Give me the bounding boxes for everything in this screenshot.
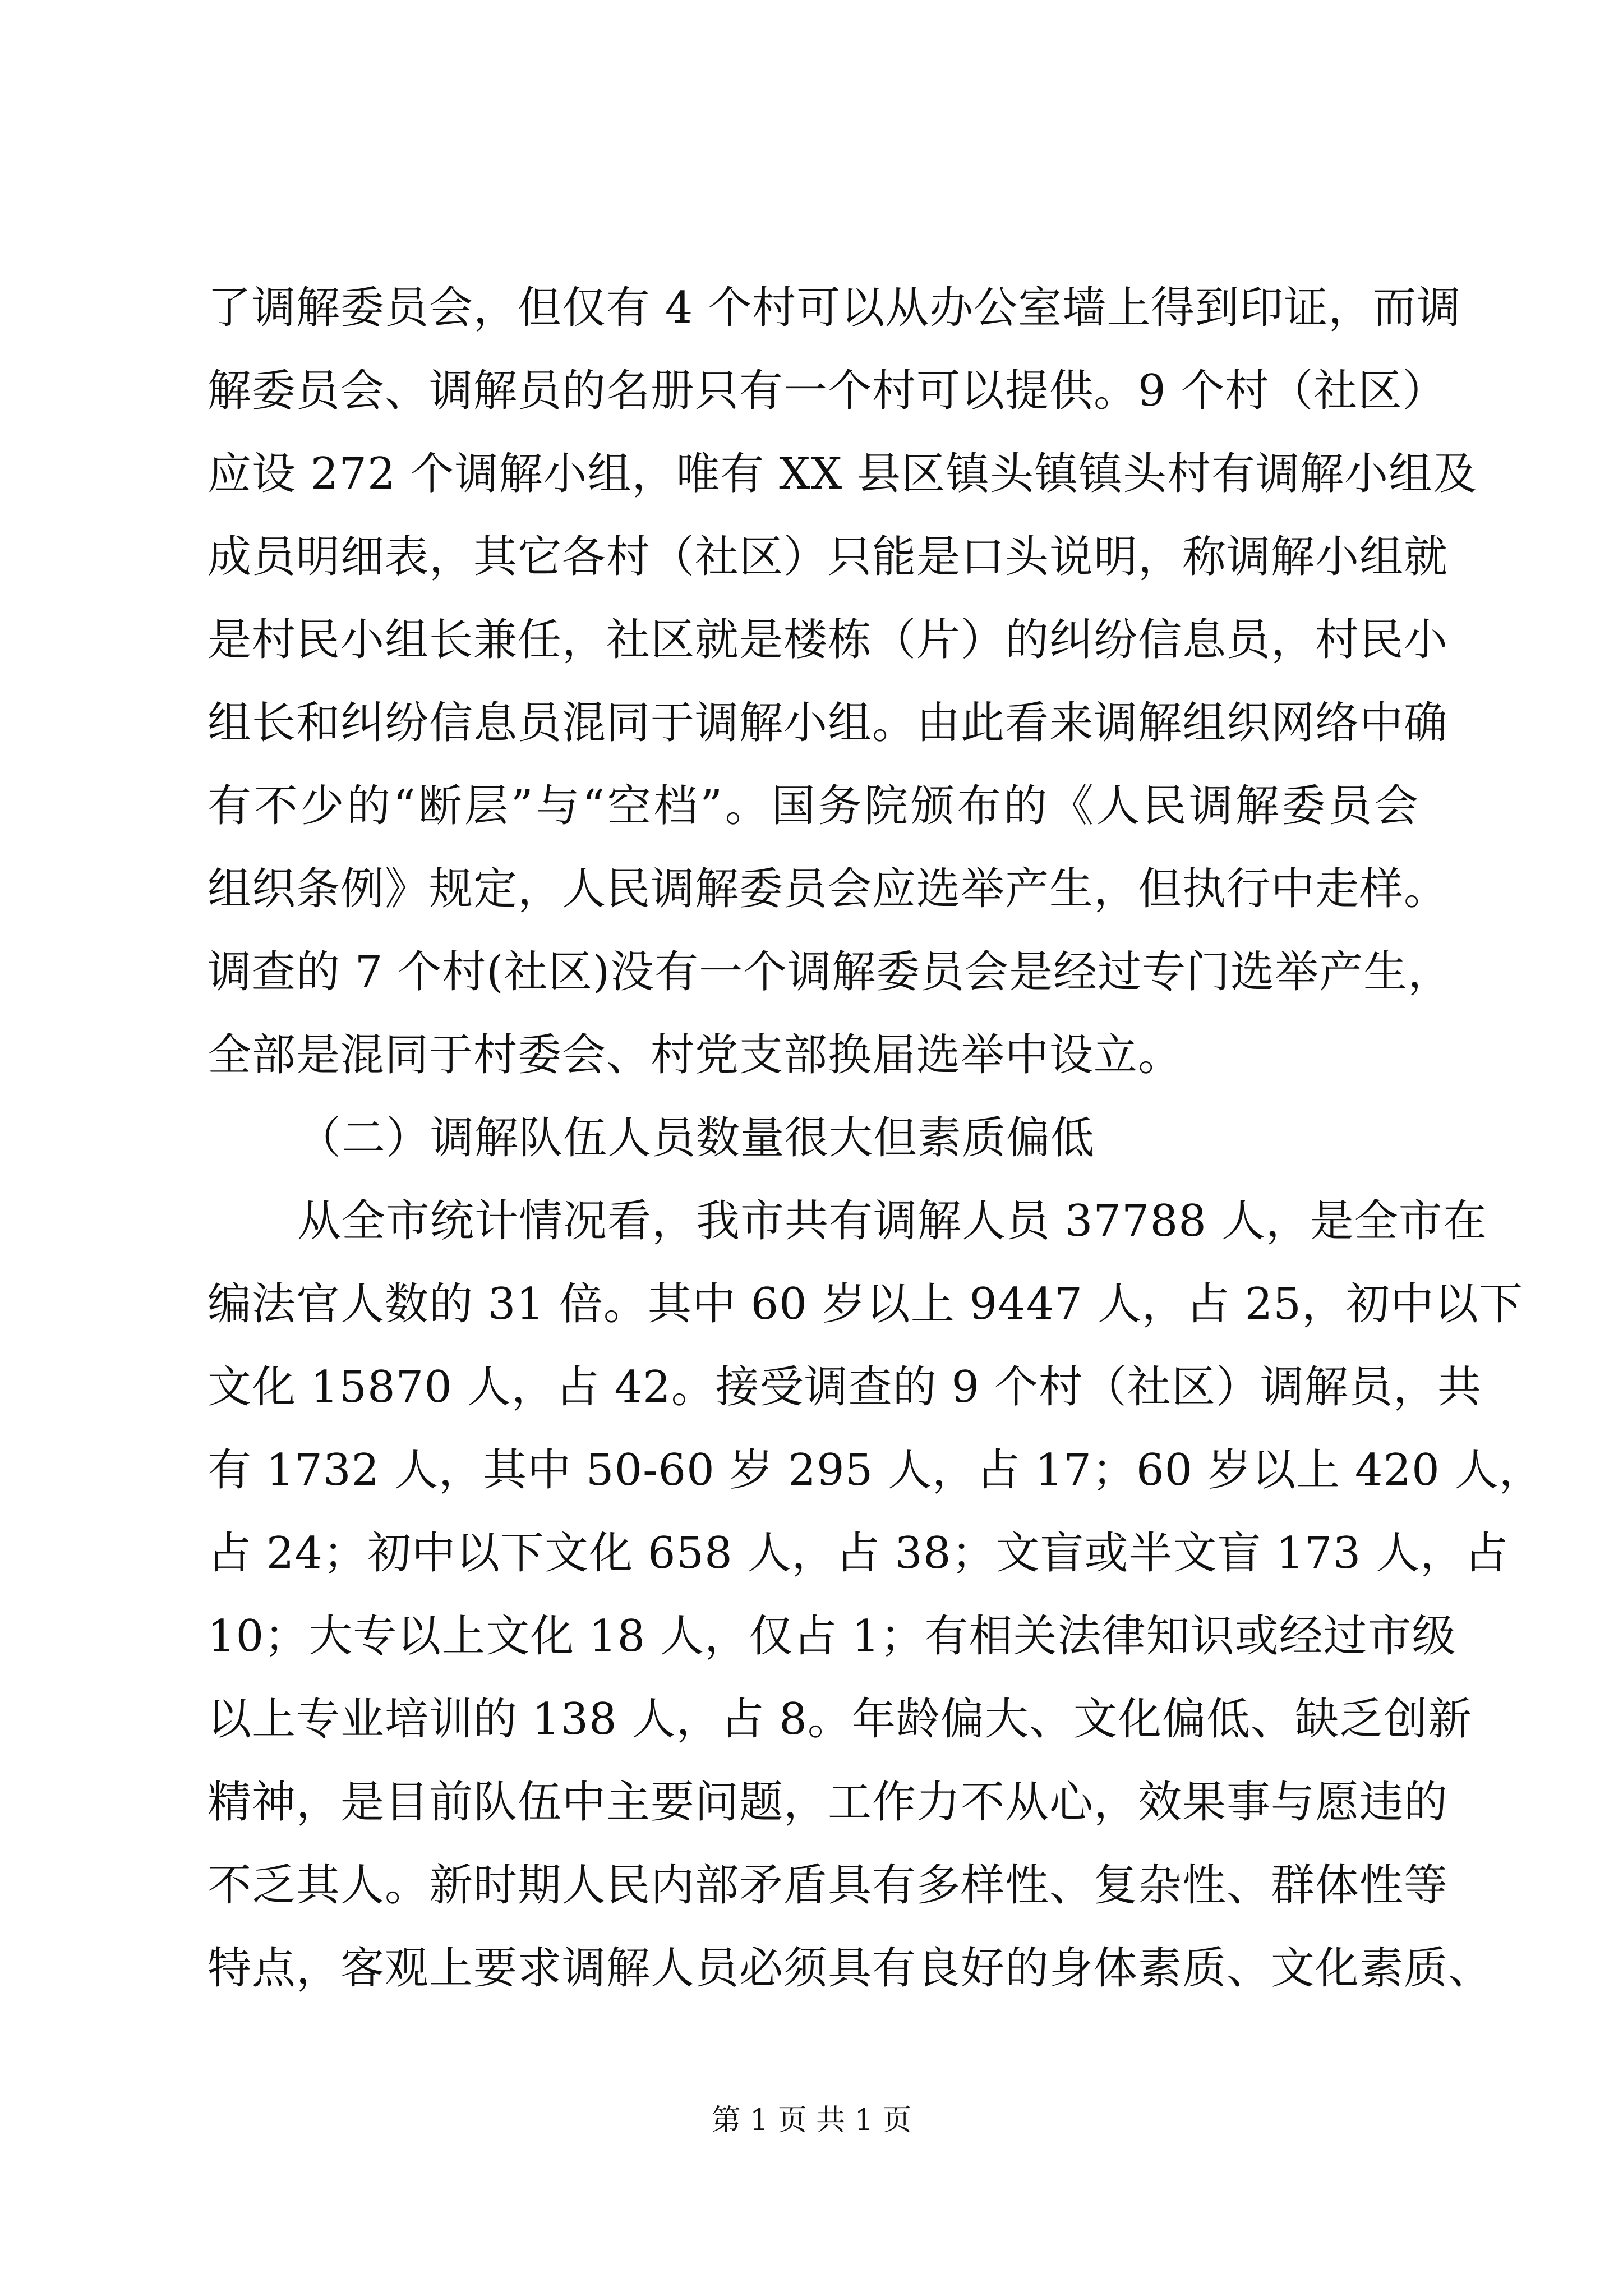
paragraph-line: 特点，客观上要求调解人员必须具有良好的身体素质、文化素质、	[208, 1943, 1493, 1994]
paragraph-line: 以上专业培训的 138 人，占 8。年龄偏大、文化偏低、缺乏创新	[208, 1694, 1472, 1745]
paragraph-line: 从全市统计情况看，我市共有调解人员 37788 人，是全市在	[297, 1196, 1487, 1246]
paragraph-line: 组织条例》规定，人民调解委员会应选举产生，但执行中走样。	[208, 864, 1449, 914]
paragraph-line: 调查的 7 个村(社区)没有一个调解委员会是经过专门选举产生，	[208, 947, 1453, 997]
paragraph-line: 编法官人数的 31 倍。其中 60 岁以上 9447 人，占 25，初中以下	[208, 1279, 1523, 1329]
body-text	[208, 266, 1543, 2010]
paragraph-line: 10；大专以上文化 18 人，仅占 1；有相关法律知识或经过市级	[208, 1611, 1456, 1662]
paragraph-line: 有不少的“断层”与“空档”。国务院颁布的《人民调解委员会	[208, 781, 1419, 831]
paragraph-line: 精神，是目前队伍中主要问题，工作力不从心，效果事与愿违的	[208, 1777, 1449, 1828]
paragraph-line: 是村民小组长兼任，社区就是楼栋（片）的纠纷信息员，村民小	[208, 615, 1449, 665]
paragraph-line: 有 1732 人，其中 50-60 岁 295 人，占 17；60 岁以上 420 人，	[208, 1445, 1543, 1496]
section-heading: （二）调解队伍人员数量很大但素质偏低	[297, 1113, 1095, 1163]
paragraph-line: 应设 272 个调解小组，唯有 XX 县区镇头镇镇头村有调解小组及	[208, 449, 1478, 499]
paragraph-line: 占 24；初中以下文化 658 人，占 38；文盲或半文盲 173 人，占	[208, 1528, 1509, 1579]
paragraph-line: 了调解委员会，但仅有 4 个村可以从办公室墙上得到印证，而调	[208, 283, 1461, 333]
paragraph-line: 文化 15870 人，占 42。接受调查的 9 个村（社区）调解员，共	[208, 1362, 1482, 1412]
paragraph-line: 成员明细表，其它各村（社区）只能是口头说明，称调解小组就	[208, 532, 1449, 582]
page-footer: 第 1 页 共 1 页	[711, 2104, 912, 2137]
paragraph-line: 不乏其人。新时期人民内部矛盾具有多样性、复杂性、群体性等	[208, 1860, 1449, 1911]
paragraph-line: 解委员会、调解员的名册只有一个村可以提供。9 个村（社区）	[208, 366, 1447, 416]
paragraph-line: 组长和纠纷信息员混同于调解小组。由此看来调解组织网络中确	[208, 698, 1449, 748]
paragraph-line: 全部是混同于村委会、村党支部换届选举中设立。	[208, 1030, 1183, 1080]
